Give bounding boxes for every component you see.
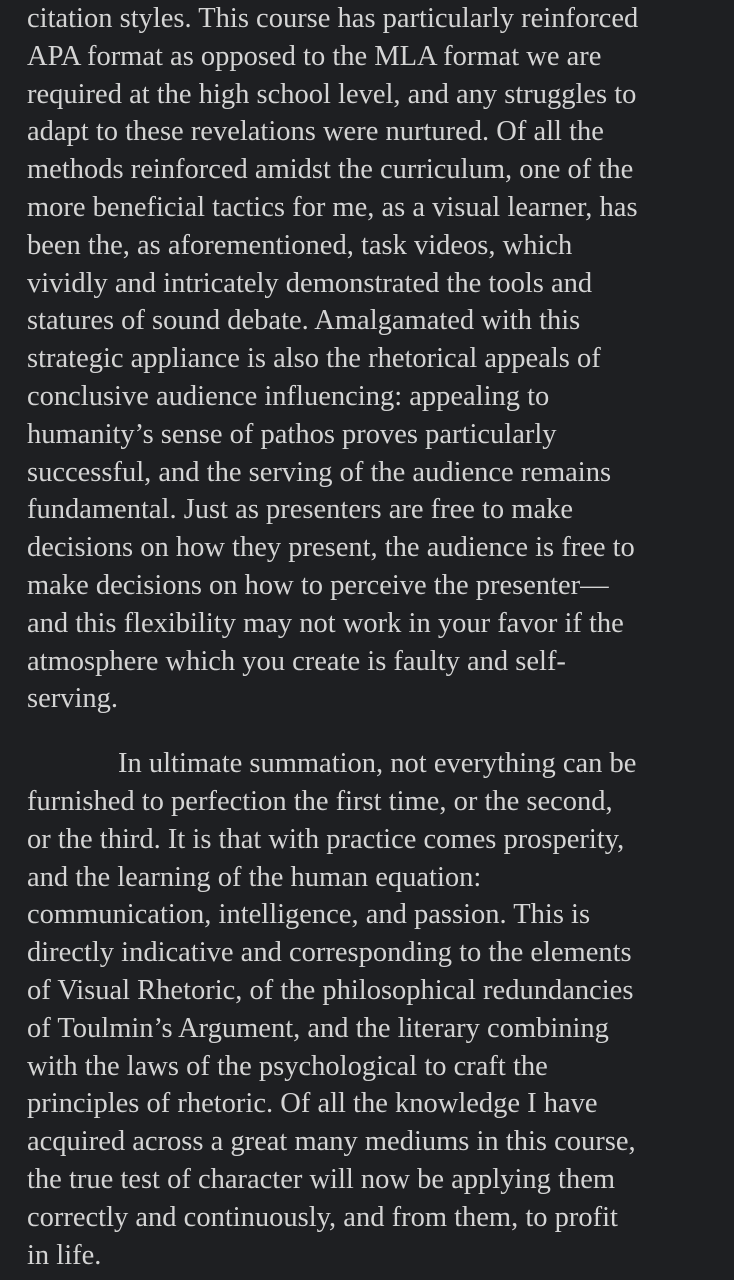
text-line: fundamental. Just as presenters are free to make [27, 494, 574, 526]
text-line: of Visual Rhetoric, of the philosophical redundancies [27, 974, 634, 1006]
text-line: correctly and continuously, and from them, to profit [27, 1201, 618, 1233]
text-line: of Toulmin’s Argument, and the literary combining [27, 1012, 609, 1044]
text-line: serving. [27, 683, 119, 715]
text-line: humanity’s sense of pathos proves particularly [27, 418, 557, 450]
text-line: statures of sound debate. Amalgamated with this [27, 305, 581, 337]
paragraph-1 [27, 0, 717, 718]
text-line: more beneficial tactics for me, as a visual learner, has [27, 191, 638, 223]
text-line: with the laws of the psychological to craft the [27, 1050, 548, 1082]
text-line: been the, as aforementioned, task videos, which [27, 229, 573, 261]
text-line: successful, and the serving of the audience remains [27, 456, 612, 488]
text-line: principles of rhetoric. Of all the knowledge I have [27, 1088, 598, 1120]
text-line: decisions on how they present, the audience is free to [27, 532, 635, 564]
text-line: citation styles. This course has particularly reinforced [27, 3, 639, 34]
text-line: APA format as opposed to the MLA format we are [27, 40, 602, 72]
text-line: methods reinforced amidst the curriculum, one of the [27, 154, 634, 186]
text-line: strategic appliance is also the rhetorical appeals of [27, 343, 601, 375]
text-line: vividly and intricately demonstrated the tools and [27, 267, 593, 299]
text-line: communication, intelligence, and passion. This is [27, 899, 591, 931]
text-line: in life. [27, 1239, 102, 1271]
document-body [27, 0, 717, 1274]
text-line: make decisions on how to perceive the presenter— [27, 569, 609, 601]
text-line: acquired across a great many mediums in this course, [27, 1126, 636, 1158]
text-line: conclusive audience influencing: appealing to [27, 380, 550, 412]
text-line: directly indicative and corresponding to the elements [27, 937, 632, 969]
text-line: furnished to perfection the first time, or the second, [27, 785, 613, 817]
text-line: and this flexibility may not work in your favor if the [27, 607, 624, 639]
text-line: required at the high school level, and any struggles to [27, 78, 637, 110]
paragraph-2 [27, 745, 717, 1274]
text-line: the true test of character will now be applying them [27, 1163, 616, 1195]
text-line: adapt to these revelations were nurtured. Of all the [27, 116, 604, 148]
text-line [27, 745, 717, 783]
text-line: and the learning of the human equation: [27, 861, 482, 893]
text-line: or the third. It is that with practice comes prosperity, [27, 823, 625, 855]
text-line: atmosphere which you create is faulty and self- [27, 645, 566, 677]
text-line-content: In ultimate summation, not everything can be [118, 748, 637, 780]
